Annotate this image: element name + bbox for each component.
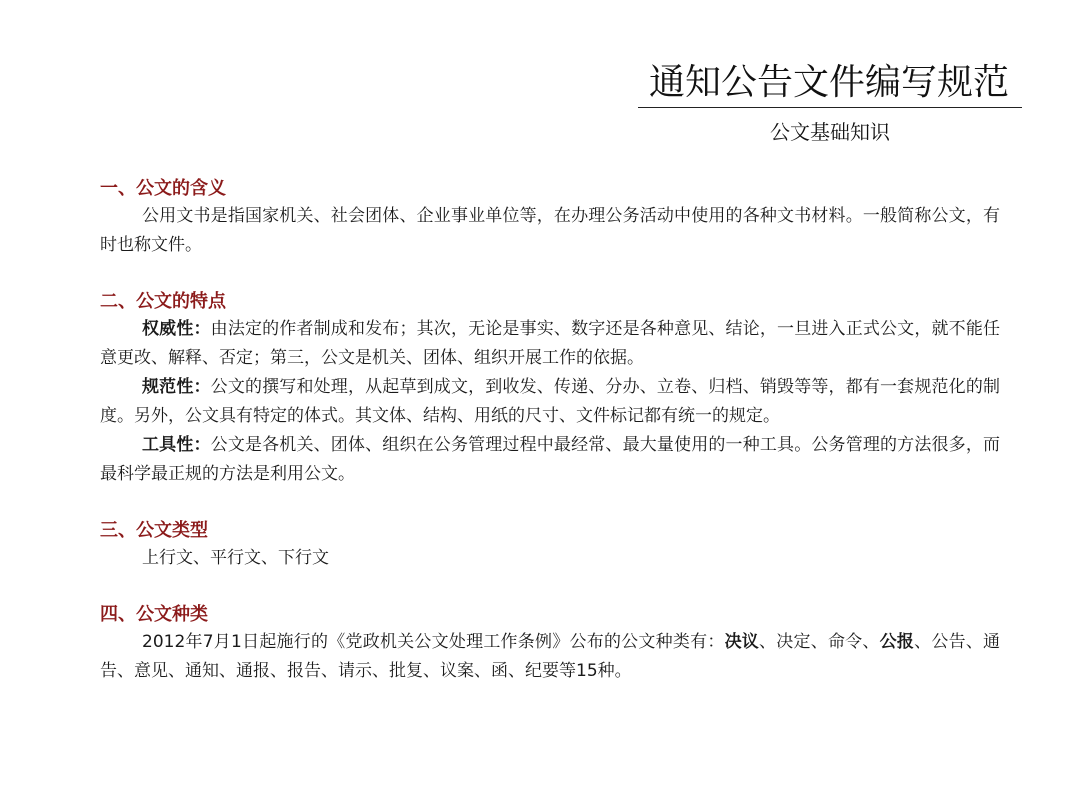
section-heading: 一、公文的含义	[100, 178, 226, 199]
title-underline	[638, 107, 1022, 108]
section-characteristics	[100, 289, 1000, 489]
paragraph-text: 、公告、通告、意见、通知、通报、报告、请示、批复、议案、函、纪要等	[100, 632, 1001, 681]
paragraph-text: 上行文、平行文、下行文	[142, 548, 329, 568]
term-label: 规范性：	[142, 377, 211, 397]
paragraph-text: 公用文书是指国家机关、社会团体、企业事业单位等，在办理公务活动中使用的各种文书材料。一般简称公文，有时也称文件。	[100, 206, 1000, 255]
paragraph-text: 种。	[597, 661, 632, 681]
document-body	[100, 176, 1000, 715]
paragraph-text: 公文的撰写和处理，从起草到成文，到收发、传递、分办、立卷、归档、销毁等等，都有一套规范化的制度。另外，公文具有特定的体式。其文体、结构、用纸的尺寸、文件标记都有统一的规定。	[100, 377, 1001, 426]
section-types	[100, 518, 1000, 573]
category-count: 15	[576, 661, 598, 681]
section-heading: 三、公文类型	[100, 520, 208, 541]
paragraph	[100, 202, 1000, 260]
date-year-unit: 年	[185, 632, 203, 652]
term-label: 权威性：	[142, 319, 211, 339]
bold-term: 公报	[879, 632, 915, 652]
date-month: 7	[202, 632, 214, 652]
term-label: 工具性：	[142, 435, 211, 455]
date-year: 2012	[142, 632, 186, 652]
section-categories	[100, 602, 1000, 686]
paragraph	[100, 544, 1000, 573]
date-day-unit: 日	[241, 632, 260, 652]
section-definition	[100, 176, 1000, 260]
paragraph-text: 、决定、命令、	[759, 632, 880, 652]
paragraph-text: 公文是各机关、团体、组织在公务管理过程中最经常、最大量使用的一种工具。公务管理的方法很多，而最科学最正规的方法是利用公文。	[100, 435, 1001, 484]
bold-term: 决议	[724, 632, 760, 652]
date-month-unit: 月	[213, 632, 232, 652]
paragraph-authority	[100, 315, 1000, 373]
paragraph	[100, 628, 1000, 686]
section-heading: 四、公文种类	[100, 604, 208, 625]
date-day: 1	[231, 632, 242, 652]
page-title: 通知公告文件编写规范	[648, 62, 1009, 103]
paragraph-instrumentality	[100, 431, 1000, 489]
paragraph-standardization	[100, 373, 1000, 431]
section-heading: 二、公文的特点	[100, 291, 226, 312]
paragraph-text: 由法定的作者制成和发布；其次，无论是事实、数字还是各种意见、结论，一旦进入正式公文，就不能任意更改、解释、否定；第三，公文是机关、团体、组织开展工作的依据。	[100, 319, 1001, 368]
paragraph-text: 起施行的《党政机关公文处理工作条例》公布的公文种类有：	[259, 632, 725, 652]
page-subtitle: 公文基础知识	[770, 120, 890, 144]
